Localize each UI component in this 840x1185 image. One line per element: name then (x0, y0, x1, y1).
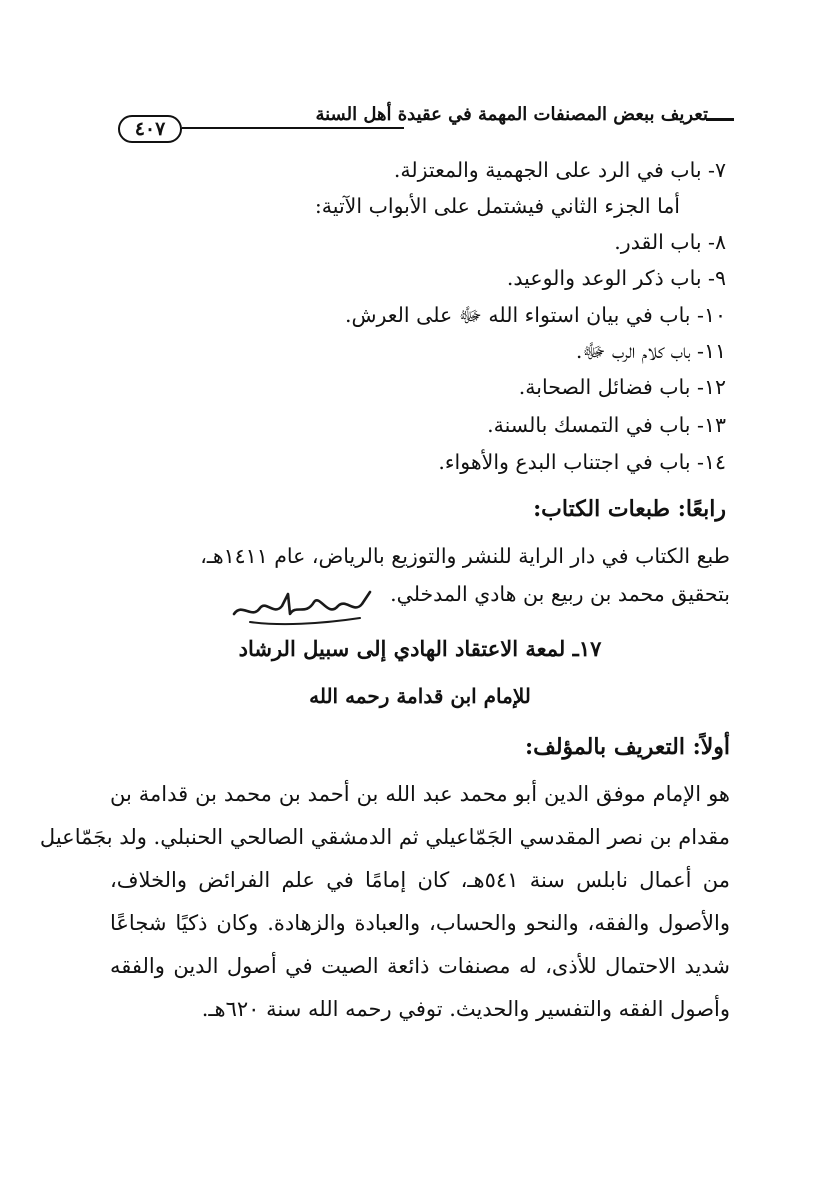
book-title: ١٧ـ لمعة الاعتقاد الهادي إلى سبيل الرشاد (238, 636, 602, 661)
handwritten-signature (230, 584, 380, 628)
list-item: ٨- باب القدر. (614, 230, 726, 254)
edition-line: طبع الكتاب في دار الراية للنشر والتوزيع بالرياض، عام ١٤١١هـ، (200, 544, 730, 568)
list-item: ١٠- باب في بيان استواء الله ﷻ على العرش. (344, 303, 726, 327)
edition-line: بتحقيق محمد بن ربيع بن هادي المدخلي. (390, 582, 730, 606)
page-number: ٤٠٧ (118, 115, 182, 143)
author-bio (39, 782, 730, 1040)
bio-line: شديد الاحتمال للأذى، له مصنفات ذائعة الصيت في أصول الدين والفقه (110, 954, 730, 978)
bio-line: مقدام بن نصر المقدسي الجَمّاعيلي ثم الدمشقي الصالحي الحنبلي. ولد بجَمّاعيل (39, 825, 730, 849)
bio-line: هو الإمام موفق الدين أبو محمد عبد الله بن أحمد بن محمد بن قدامة بن (110, 782, 730, 806)
header-dash (706, 118, 734, 121)
list-item: ٩- باب ذكر الوعد والوعيد. (506, 266, 726, 290)
book-author: للإمام ابن قدامة رحمه الله (309, 684, 531, 708)
running-title: تعريف ببعض المصنفات المهمة في عقيدة أهل السنة (315, 104, 708, 125)
list-item: ١٣- باب في التمسك بالسنة. (487, 413, 726, 437)
list-item: ١١- باب كلام الرب ﷻ. (575, 339, 726, 363)
bio-line: من أعمال نابلس سنة ٥٤١هـ، كان إمامًا في علم الفرائض والخلاف، (110, 868, 730, 892)
list-item: ١٢- باب فضائل الصحابة. (518, 375, 726, 399)
bio-line: وأصول الفقه والتفسير والحديث. توفي رحمه الله سنة ٦٢٠هـ. (201, 997, 730, 1021)
part-two-intro: أما الجزء الثاني فيشتمل على الأبواب الآتية: (314, 194, 680, 218)
header-rule (182, 127, 404, 129)
bio-line: والأصول والفقه، والنحو والحساب، والعبادة والزهادة. وكان ذكيًا شجاعًا (110, 911, 730, 935)
section-heading: رابعًا: طبعات الكتاب: (533, 496, 726, 522)
section-heading: أولاً: التعريف بالمؤلف: (524, 734, 730, 760)
list-item: ٧- باب في الرد على الجهمية والمعتزلة. (393, 158, 726, 182)
list-item: ١٤- باب في اجتناب البدع والأهواء. (438, 450, 726, 474)
